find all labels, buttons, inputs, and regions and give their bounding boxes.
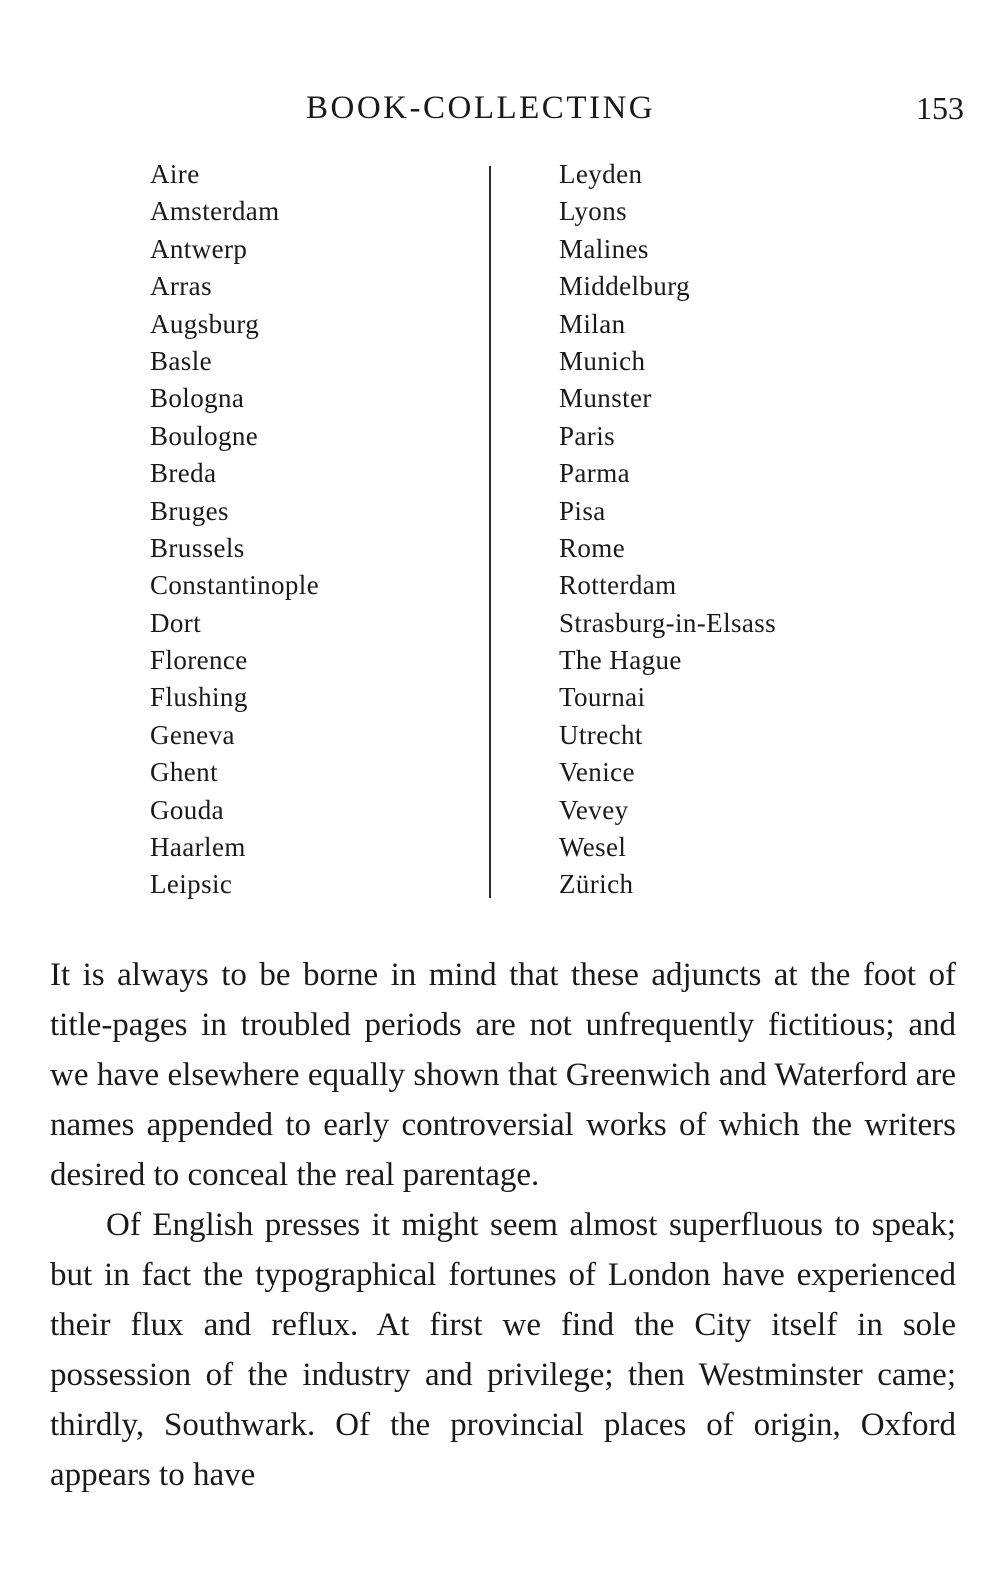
place-name: Munster — [559, 383, 652, 414]
place-name: Breda — [150, 458, 217, 489]
place-name: Florence — [150, 645, 248, 676]
place-list — [0, 156, 1000, 906]
place-name: Pisa — [559, 495, 606, 526]
column-divider — [489, 166, 491, 898]
running-head — [0, 88, 1000, 128]
place-name: Malines — [559, 233, 649, 264]
place-name: Leipsic — [150, 869, 233, 900]
place-name: Zürich — [559, 869, 634, 900]
place-name: Augsburg — [150, 308, 260, 339]
place-column-right — [559, 156, 776, 904]
place-column-left — [150, 156, 319, 904]
place-name: Middelburg — [559, 271, 690, 302]
place-name: Bruges — [150, 495, 229, 526]
place-name: Tournai — [559, 682, 646, 713]
place-name: The Hague — [559, 645, 682, 676]
place-name: Wesel — [559, 832, 627, 863]
place-name: Ghent — [150, 757, 218, 788]
place-name: Geneva — [150, 719, 235, 750]
running-title: BOOK-COLLECTING — [306, 90, 656, 126]
place-name: Paris — [559, 420, 615, 451]
place-name: Aire — [150, 159, 200, 189]
place-name: Leyden — [559, 159, 643, 189]
place-name: Brussels — [150, 532, 245, 563]
place-name: Antwerp — [150, 233, 248, 264]
place-name: Basle — [150, 345, 212, 376]
place-name: Constantinople — [150, 570, 320, 601]
place-name: Lyons — [559, 196, 628, 227]
place-name: Haarlem — [150, 832, 246, 863]
place-name: Parma — [559, 458, 630, 489]
place-name: Milan — [559, 308, 626, 339]
place-name: Arras — [150, 271, 212, 302]
place-name: Munich — [559, 345, 646, 376]
place-name: Rome — [559, 532, 626, 563]
place-name: Rotterdam — [559, 570, 677, 601]
paragraph: Of English presses it might seem almost superfluous to speak; but in fact the typographical fortunes of London have experienced their flux and reflux. At first we find the City itself in sole possession of the industry and privilege; then Westminster came; thirdly, Southwark. Of the provincial places of origin, Oxford appears to have — [50, 1207, 956, 1493]
place-name: Strasburg-in-Elsass — [559, 607, 777, 638]
place-name: Utrecht — [559, 719, 643, 750]
place-name: Boulogne — [150, 420, 259, 451]
place-name: Vevey — [559, 794, 629, 825]
body-text — [50, 950, 956, 1500]
paragraph: It is always to be borne in mind that these adjuncts at the foot of title-pages in troubled periods are not unfrequently fictitious; and we have elsewhere equally shown that Greenwich and Waterford are names appended to early controversial works of which the writers desired to conceal the real parentage. — [50, 957, 956, 1193]
page-number: 153 — [916, 90, 964, 126]
place-name: Venice — [559, 757, 635, 788]
place-name: Flushing — [150, 682, 248, 713]
place-name: Bologna — [150, 383, 245, 414]
place-name: Amsterdam — [150, 196, 280, 227]
place-name: Gouda — [150, 794, 224, 825]
place-name: Dort — [150, 607, 202, 638]
